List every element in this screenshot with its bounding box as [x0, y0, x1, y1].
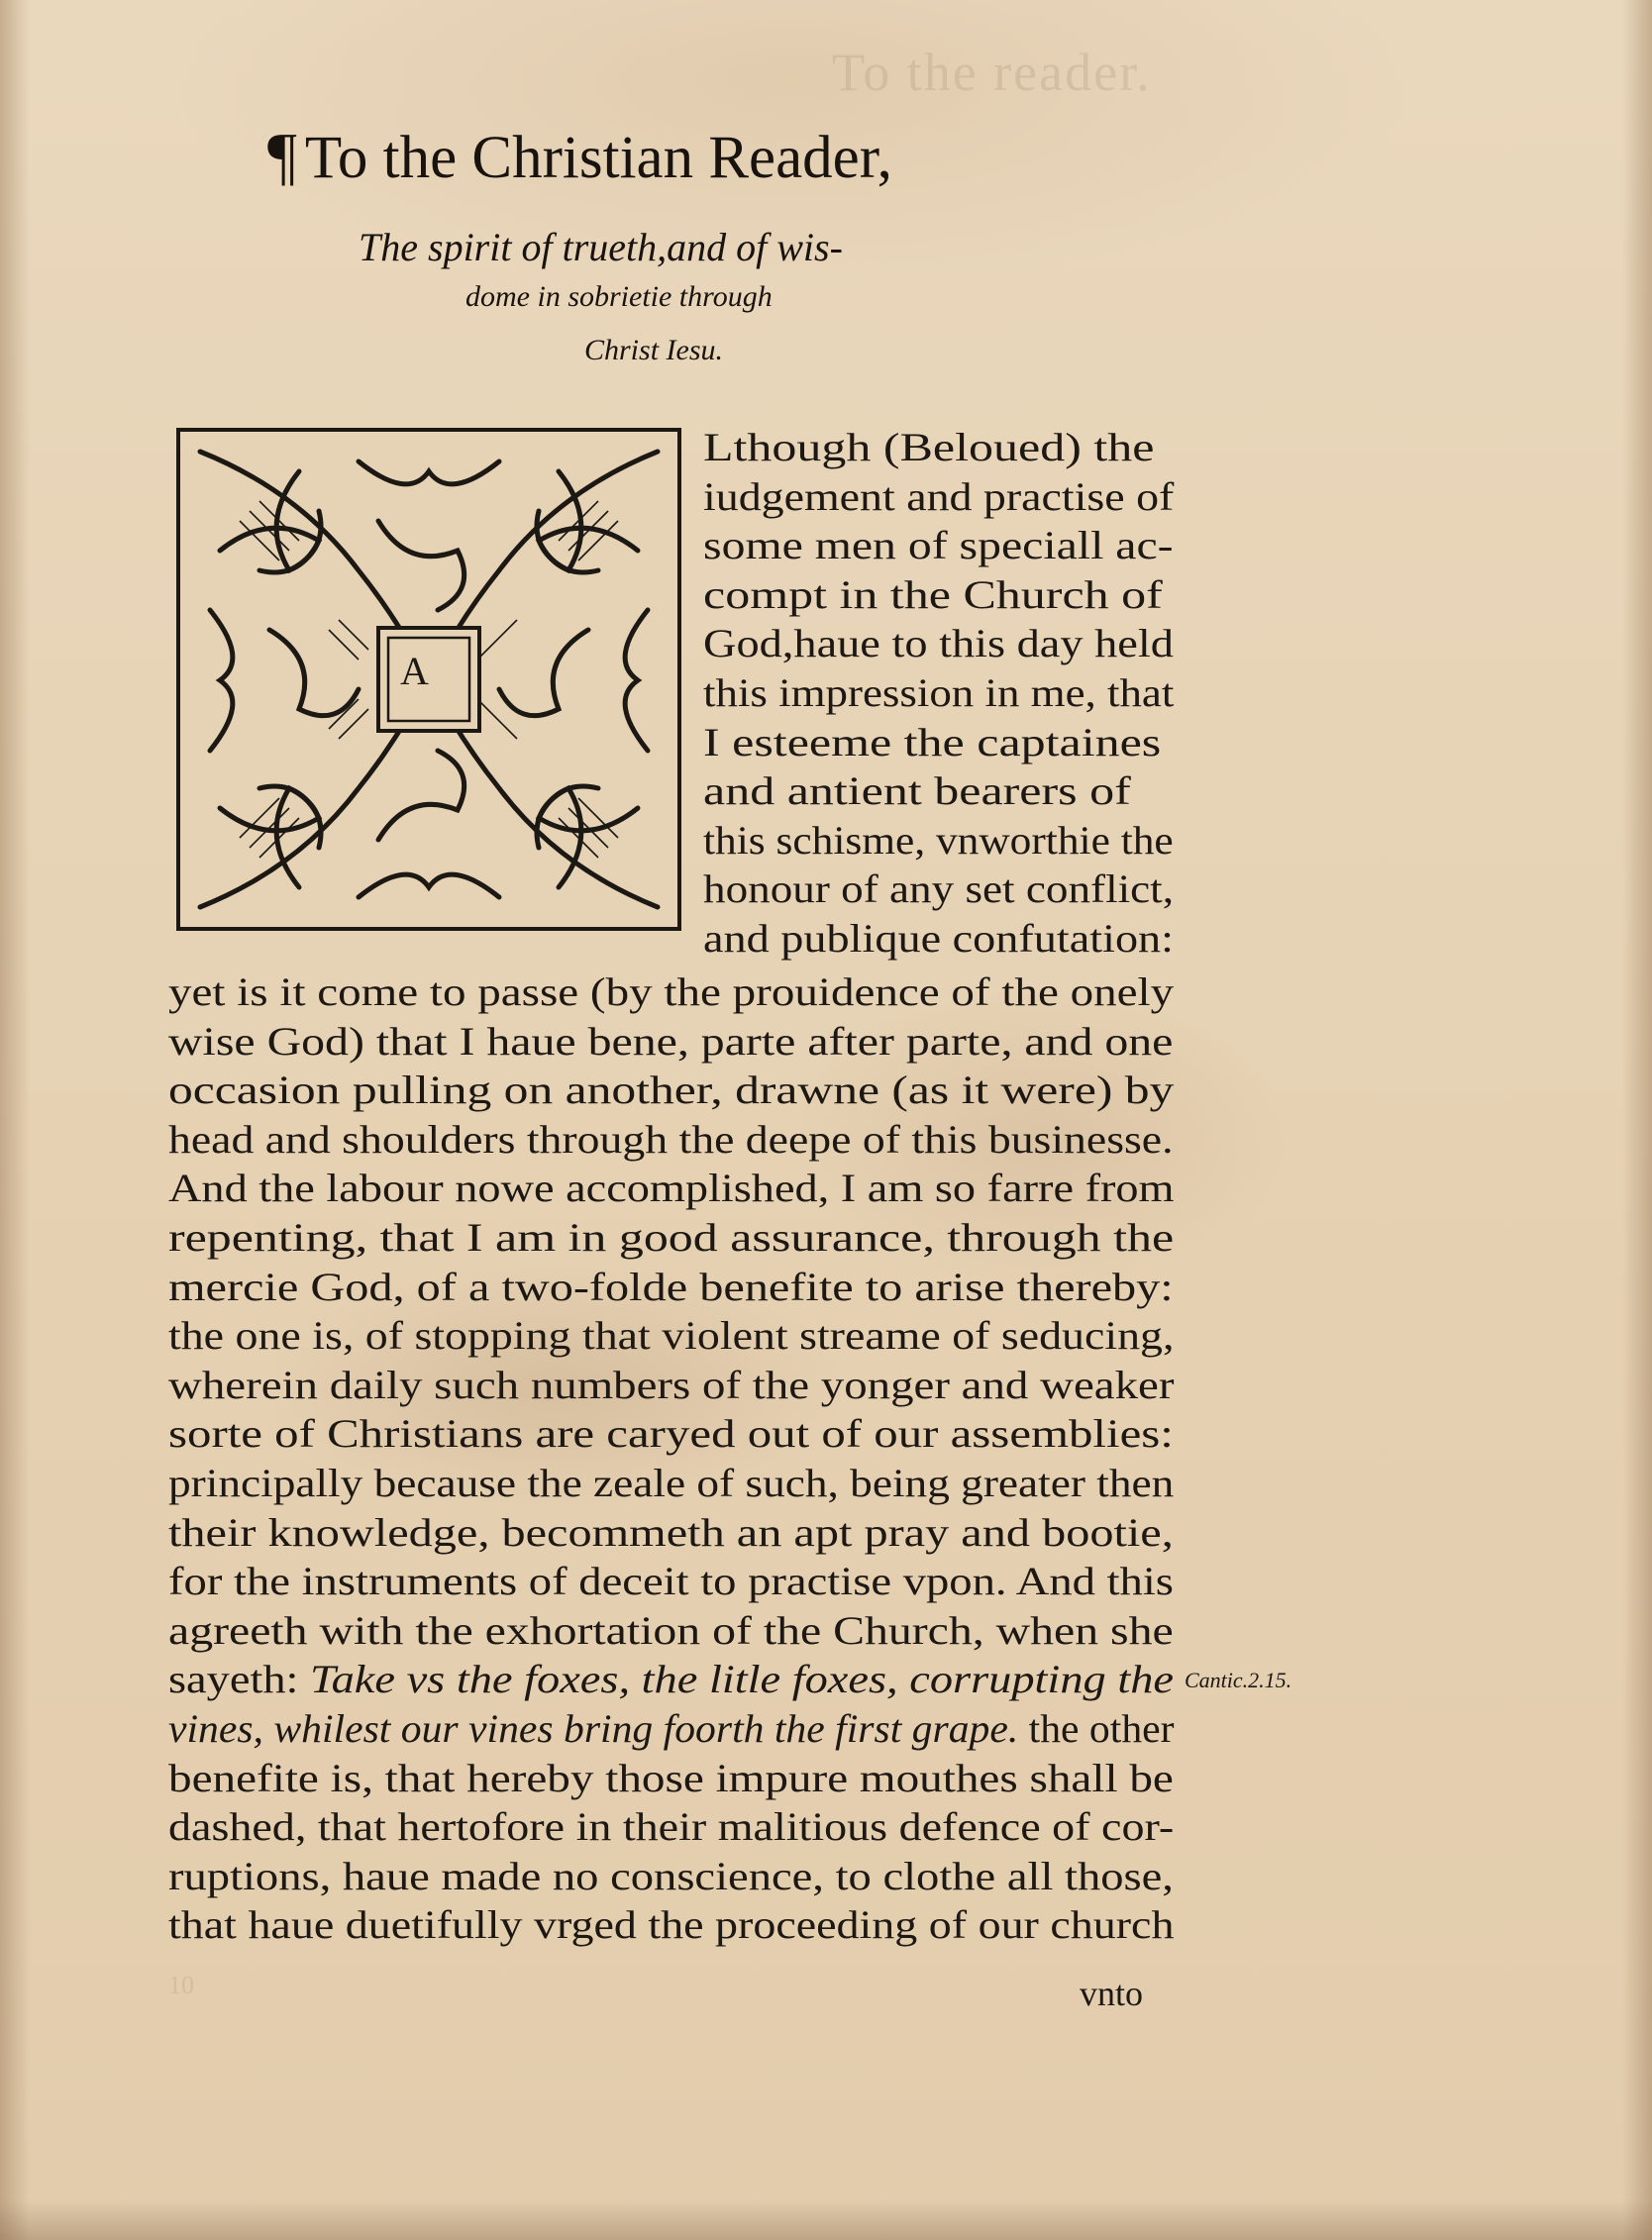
- text-line: iudgement and practise of: [703, 473, 1175, 519]
- text-line: wise God) that I haue bene, parte after parte, and one: [168, 1018, 1174, 1064]
- scripture-quote: Take vs the foxes, the litle foxes, corrupting the: [310, 1657, 1175, 1702]
- text-line: their knowledge, becommeth an apt pray and bootie,: [168, 1509, 1174, 1555]
- paper-edge-right: [1622, 0, 1652, 2240]
- text-line: mercie God, of a two-folde benefite to arise thereby:: [168, 1264, 1174, 1309]
- subtitle-line-1: The spirit of trueth,and of wis-: [359, 225, 843, 269]
- margin-note: Cantic.2.15.: [1185, 1668, 1292, 1692]
- text-line: and antient bearers of: [703, 768, 1131, 814]
- text-line: compt in the Church of: [703, 571, 1163, 617]
- text-line: God,haue to this day held: [703, 621, 1174, 666]
- text-line: Lthough (Beloued) the: [703, 425, 1155, 469]
- paper-edge-bottom: [0, 2200, 1652, 2240]
- quote-intro: sayeth:: [168, 1657, 311, 1702]
- text-line: for the instruments of deceit to practise vpon. And this: [168, 1559, 1174, 1604]
- text-line: occasion pulling on another, drawne (as it were) by: [168, 1068, 1175, 1113]
- text-line: principally because the zeale of such, being greater then: [168, 1461, 1175, 1505]
- text-line: dashed, that hertofore in their malitious defence of cor-: [168, 1804, 1175, 1850]
- text-line: some men of speciall ac-: [703, 523, 1174, 568]
- initial-letter: A: [400, 649, 429, 693]
- show-through-header: To the reader.: [832, 43, 1152, 102]
- catchword: vnto: [1080, 1974, 1144, 2013]
- text-line: ruptions, haue made no conscience, to clothe all those,: [168, 1853, 1174, 1898]
- scripture-quote-end: vines, whilest our vines bring foorth the first grape.: [168, 1706, 1019, 1751]
- text-line: head and shoulders through the deepe of this businesse.: [168, 1116, 1174, 1162]
- body-line-quote-end: [168, 1705, 1175, 1752]
- text-line: benefite is, that hereby those impure mouthes shall be: [168, 1755, 1174, 1800]
- text-line: sorte of Christians are caryed out of our assemblies:: [168, 1411, 1174, 1457]
- text-line: this impression in me, that: [703, 670, 1175, 715]
- ornamental-initial: [176, 428, 681, 931]
- text-line: the one is, of stopping that violent streame of seducing,: [168, 1313, 1175, 1359]
- title-text: To the Christian Reader,: [304, 125, 892, 191]
- text-line: And the labour nowe accomplished, I am so farre from: [168, 1166, 1175, 1211]
- text-line: yet is it come to passe (by the prouidence of the onely: [168, 969, 1175, 1014]
- text-line: wherein daily such numbers of the yonger and weaker: [168, 1362, 1175, 1407]
- text-line: honour of any set conflict,: [703, 866, 1174, 912]
- subtitle-line-2: dome in sobrietie through: [465, 280, 773, 313]
- page-title: [267, 119, 892, 194]
- paragraph-mark: ¶: [267, 120, 297, 192]
- show-through-footer: 10: [168, 1971, 194, 1999]
- text-line: this schisme, vnworthie the: [703, 817, 1174, 863]
- paper-edge-left: [0, 0, 30, 2240]
- text-line: that haue duetifully vrged the proceeding of our church: [168, 1902, 1175, 1948]
- text-line: repenting, that I am in good assurance, through the: [168, 1215, 1175, 1260]
- text-line: agreeth with the exhortation of the Church, when she: [168, 1607, 1174, 1653]
- text-line: and publique confutation:: [703, 916, 1175, 961]
- quote-continuation: the other: [1018, 1706, 1175, 1751]
- text-line: I esteeme the captaines: [703, 719, 1162, 764]
- subtitle-line-3: Christ Iesu.: [584, 334, 724, 366]
- body-line-quote: [168, 1656, 1174, 1702]
- foliage-ornament-icon: [180, 432, 677, 927]
